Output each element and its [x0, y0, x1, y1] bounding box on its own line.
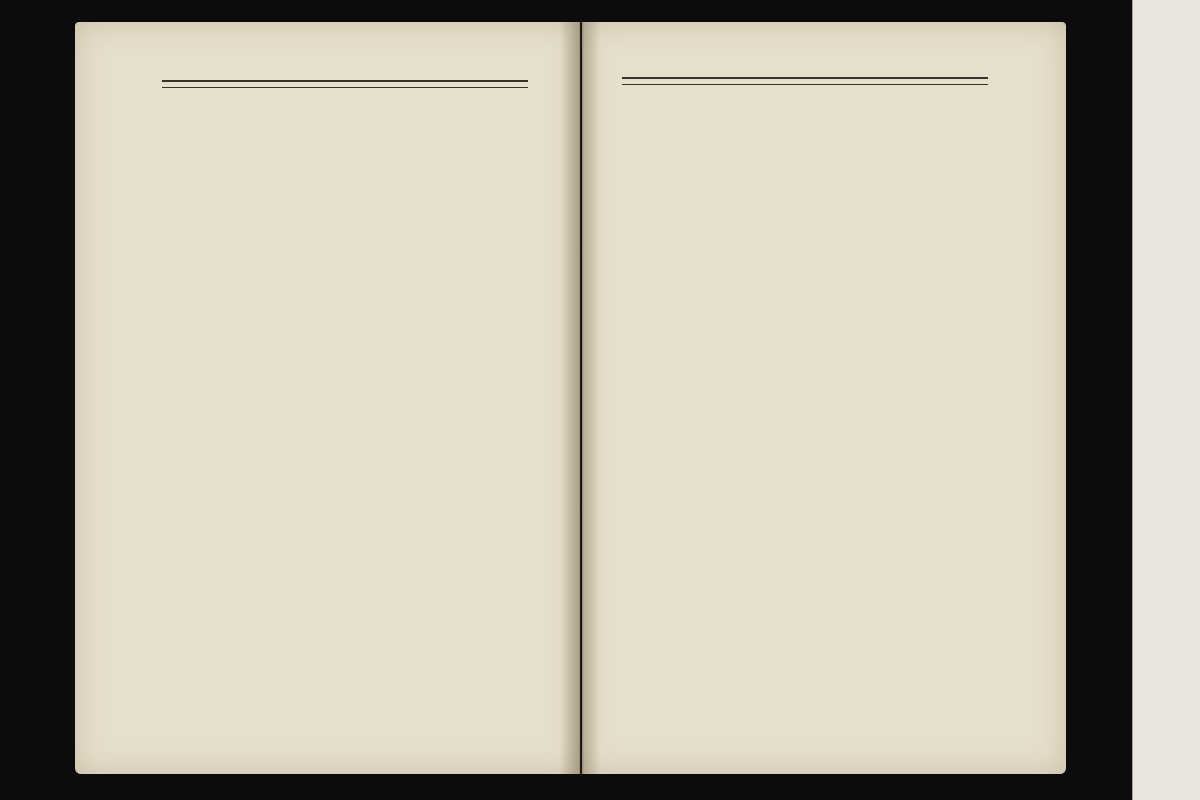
left-header-rule [162, 80, 528, 88]
right-header-rule [622, 77, 988, 85]
book-gutter [560, 22, 600, 774]
right-page [582, 22, 1066, 774]
left-page [75, 22, 580, 774]
measurement-ruler [1132, 0, 1200, 800]
